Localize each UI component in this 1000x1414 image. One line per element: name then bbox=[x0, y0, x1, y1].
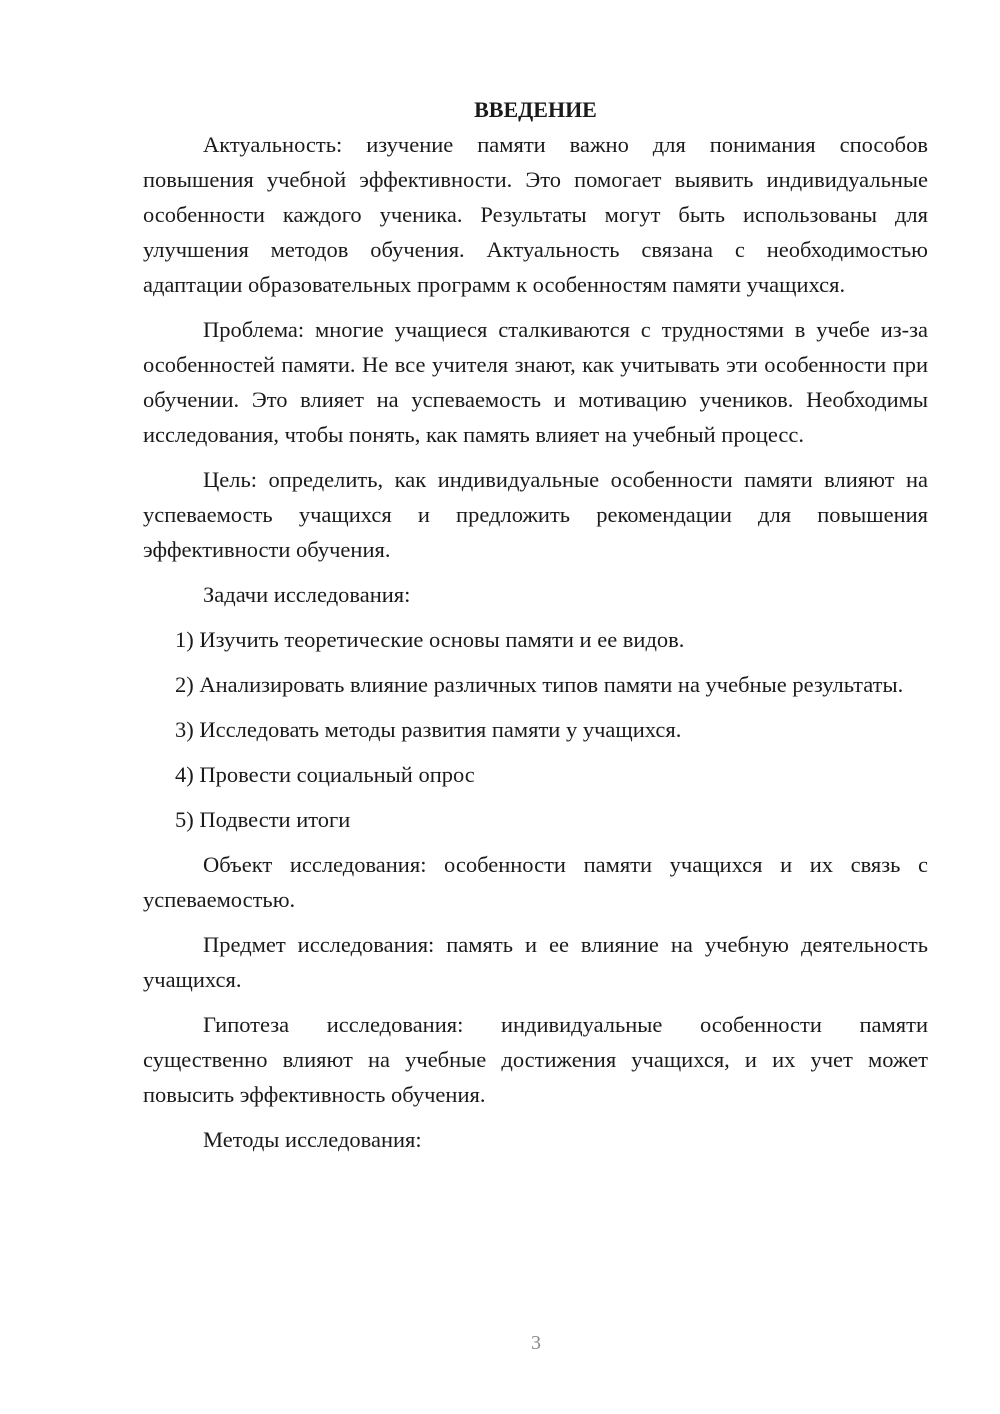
paragraph-goal: Цель: определить, как индивидуальные особенности памяти влияют на успеваемость учащихся и предложить рекомендации для повышения эффективности обучения. bbox=[143, 467, 928, 562]
paragraph-relevance: Актуальность: изучение памяти важно для понимания способов повышения учебной эффективности. Это помогает выявить индивидуальные особенности каждого ученика. Результаты могут быть использованы для улучшения методов обучения. Актуальность связана с необходимостью адаптации образовательных программ к особенностям памяти учащихся. bbox=[143, 132, 928, 297]
task-item-5: 5) Подвести итоги bbox=[175, 807, 351, 832]
paragraph-object: Объект исследования: особенности памяти учащихся и их связь с успеваемостью. bbox=[143, 852, 928, 912]
task-item-4: 4) Провести социальный опрос bbox=[175, 762, 475, 787]
paragraph-subject: Предмет исследования: память и ее влияние на учебную деятельность учащихся. bbox=[143, 932, 928, 992]
paragraph-problem: Проблема: многие учащиеся сталкиваются с трудностями в учебе из-за особенностей памяти. Не все учителя знают, как учитывать эти особенности при обучении. Это влияет на успеваемость и мотивацию учеников. Необходимы исследования, чтобы понять, как память влияет на учебный процесс. bbox=[143, 317, 928, 447]
paragraph-hypothesis: Гипотеза исследования: индивидуальные особенности памяти существенно влияют на учебные достижения учащихся, и их учет может повысить эффективность обучения. bbox=[143, 1012, 928, 1107]
task-item-3: 3) Исследовать методы развития памяти у учащихся. bbox=[175, 717, 682, 742]
document-page bbox=[143, 92, 928, 1157]
page-number: 3 bbox=[531, 1332, 541, 1354]
task-item-1: 1) Изучить теоретические основы памяти и ее видов. bbox=[175, 627, 685, 652]
methods-title: Методы исследования: bbox=[203, 1127, 422, 1152]
section-heading: ВВЕДЕНИЕ bbox=[474, 97, 597, 122]
tasks-title: Задачи исследования: bbox=[203, 582, 411, 607]
task-item-2: 2) Анализировать влияние различных типов памяти на учебные результаты. bbox=[175, 672, 904, 697]
